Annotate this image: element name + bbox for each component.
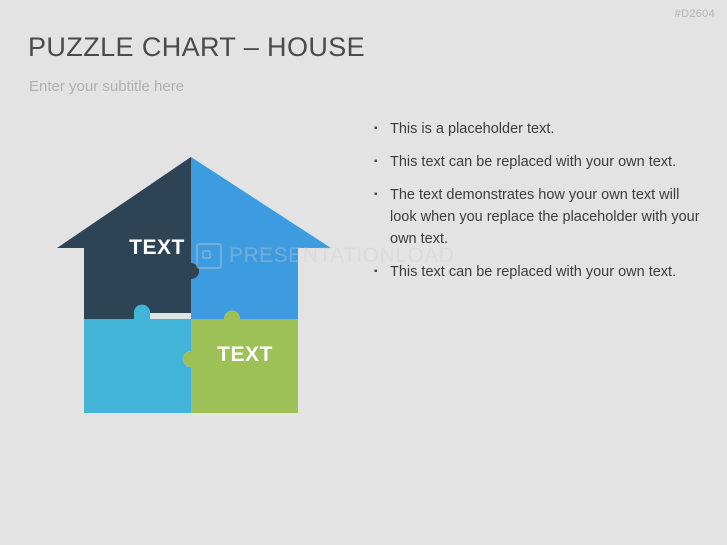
puzzle-piece-lower-left[interactable]: [84, 305, 191, 413]
bullet-text: This text can be replaced with your own text.: [390, 264, 677, 280]
watermark-text: PRESENTATIONLOAD: [229, 244, 455, 267]
page-title: PUZZLE CHART – HOUSE: [28, 32, 366, 62]
bullet-marker-icon: ▪: [374, 156, 378, 167]
list-item[interactable]: [374, 261, 704, 283]
bullet-text: This is a placeholder text.: [390, 121, 555, 137]
document-id: #D2604: [674, 8, 715, 20]
puzzle-label-lower-right-box: [200, 343, 290, 367]
bullet-text: This text can be replaced with your own text.: [390, 154, 677, 170]
list-item[interactable]: [374, 184, 704, 250]
puzzle-label-upper-left: [112, 236, 202, 260]
bullet-list: [374, 118, 704, 294]
bullet-marker-icon: ▪: [374, 189, 378, 200]
bullet-text: The text demonstrates how your own text will look when you replace the placeholder with your own text.: [390, 187, 700, 247]
puzzle-house-diagram[interactable]: [50, 155, 335, 420]
puzzle-label-lower-right-text: TEXT: [217, 343, 273, 366]
puzzle-piece-upper-right[interactable]: [191, 157, 331, 319]
bullet-marker-icon: ▪: [374, 123, 378, 134]
list-item[interactable]: [374, 118, 704, 140]
page-subtitle: Enter your subtitle here: [29, 78, 185, 95]
list-item[interactable]: [374, 151, 704, 173]
puzzle-label-upper-left-text: TEXT: [129, 236, 185, 259]
bullet-marker-icon: ▪: [374, 266, 378, 277]
